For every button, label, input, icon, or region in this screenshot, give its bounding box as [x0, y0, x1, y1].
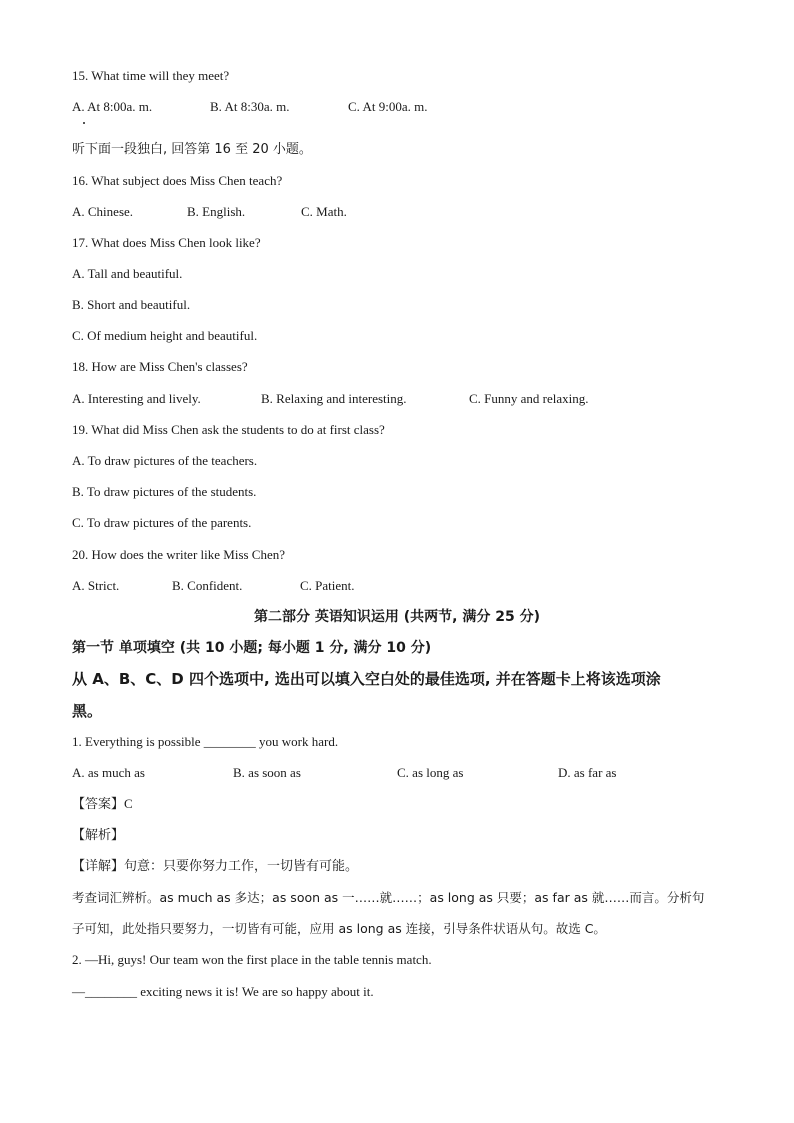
answer-value: C	[124, 796, 133, 811]
mc-question-2-line-1: 2. —Hi, guys! Our team won the first place in the table tennis match.	[72, 952, 432, 967]
detail-text: 句意：只要你努力工作，一切皆有可能。	[124, 859, 359, 874]
option-a: A. Chinese.	[72, 204, 134, 219]
question-19: 19. What did Miss Chen ask the students to do at first class?	[72, 422, 385, 437]
section-intro: 听下面一段独白, 回答第 16 至 20 小题。	[72, 142, 312, 157]
option-c: C. To draw pictures of the parents.	[72, 515, 252, 530]
option-a: A. Strict.	[72, 578, 120, 593]
option-c: C. Math.	[301, 204, 347, 219]
mc-question-1: 1. Everything is possible ________ you work hard.	[72, 734, 339, 749]
answer-label: 【答案】	[72, 797, 125, 812]
option-c: C. Patient.	[300, 578, 355, 593]
option-b: B. Relaxing and interesting.	[261, 391, 407, 406]
question-20-options	[72, 577, 722, 595]
option-b: B. Confident.	[172, 578, 243, 593]
part-2-title: 第二部分 英语知识运用 (共两节, 满分 25 分)	[254, 609, 540, 625]
option-c: C. Funny and relaxing.	[469, 391, 589, 406]
question-15: 15. What time will they meet?	[72, 68, 230, 83]
instruction-line-2: 黑。	[72, 702, 103, 720]
option-b: B. as soon as	[233, 765, 301, 780]
option-b: B. Short and beautiful.	[72, 297, 191, 312]
instruction-line-1: 从 A、B、C、D 四个选项中, 选出可以填入空白处的最佳选项, 并在答题卡上将该选项涂	[72, 670, 661, 688]
explanation-line-2: 子可知，此处指只要努力，一切皆有可能，应用 as long as 连接，引导条件状语从句。故选 C。	[72, 921, 606, 936]
stray-mark	[83, 122, 85, 124]
question-16: 16. What subject does Miss Chen teach?	[72, 173, 283, 188]
option-c: C. Of medium height and beautiful.	[72, 328, 258, 343]
option-d: D. as far as	[558, 765, 617, 780]
detail-line	[72, 858, 358, 876]
answer-line	[72, 795, 133, 814]
option-b: B. To draw pictures of the students.	[72, 484, 257, 499]
question-15-options	[72, 98, 722, 116]
detail-label: 【详解】	[72, 859, 125, 874]
question-16-options	[72, 203, 722, 221]
explanation-line-1: 考查词汇辨析。as much as 多达；as soon as 一……就……；as long as 只要；as far as 就……而言。分析句	[72, 890, 705, 905]
option-a: A. At 8:00a. m.	[72, 99, 153, 114]
mc-question-2-line-2: —________ exciting news it is! We are so happy about it.	[72, 984, 374, 999]
option-b: B. English.	[187, 204, 246, 219]
option-a: A. Interesting and lively.	[72, 391, 201, 406]
analysis-label: 【解析】	[72, 828, 125, 843]
option-c: C. At 9:00a. m.	[348, 99, 428, 114]
question-18-options	[72, 390, 722, 408]
option-a: A. Tall and beautiful.	[72, 266, 183, 281]
question-18: 18. How are Miss Chen's classes?	[72, 359, 248, 374]
option-a: A. as much as	[72, 765, 145, 780]
section-1-title: 第一节 单项填空 (共 10 小题; 每小题 1 分, 满分 10 分)	[72, 640, 432, 656]
mc-question-1-options	[72, 764, 722, 782]
question-17: 17. What does Miss Chen look like?	[72, 235, 261, 250]
question-20: 20. How does the writer like Miss Chen?	[72, 547, 286, 562]
option-c: C. as long as	[397, 765, 464, 780]
option-a: A. To draw pictures of the teachers.	[72, 453, 258, 468]
option-b: B. At 8:30a. m.	[210, 99, 290, 114]
